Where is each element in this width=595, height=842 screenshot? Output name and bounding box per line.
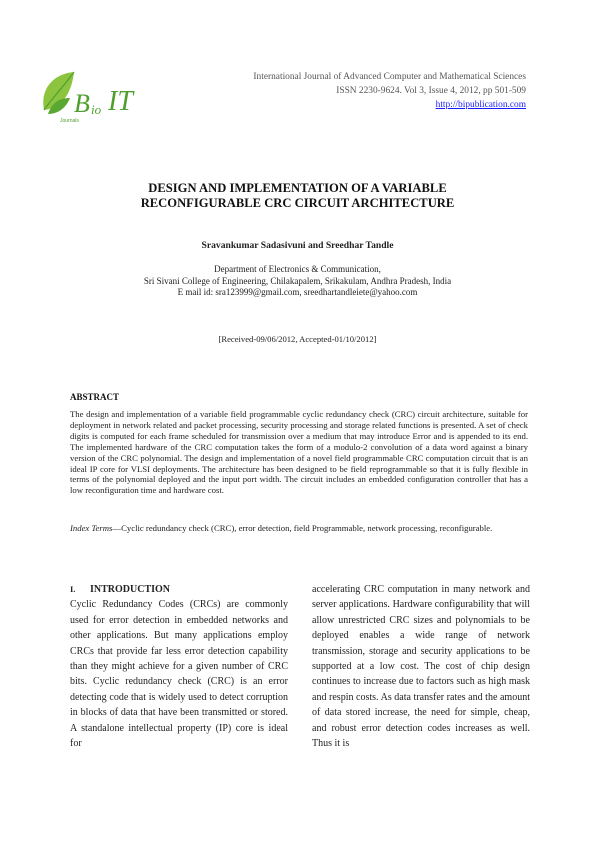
paper-title-line2: RECONFIGURABLE CRC CIRCUIT ARCHITECTURE: [140, 196, 455, 210]
affiliation-college: Sri Sivani College of Engineering, Chilakapalem, Srikakulam, Andhra Pradesh, India: [143, 275, 452, 286]
index-terms-label: Index Terms: [70, 523, 113, 533]
intro-paragraph-left: Cyclic Redundancy Codes (CRCs) are commonly used for error detection in embedded networks and other applications. But many applications employ CRCs that provide far less error detection capability than they might achieve for a given number of CRC bits. Cyclic redundancy check (CRC) is an error detecting code that is widely used to detect corruption in blocks of data that have been transmitted or stored. A standalone intellectual property (IP) core is ideal for: [70, 599, 288, 750]
body-column-left: [70, 582, 288, 751]
abstract-text: The design and implementation of a variable field programmable cyclic redundancy check (CRC) circuit architecture, suitable for deployment in network related and packet processing, security processing and storage related functions is presented. A set of check digits is computed for each frame scheduled for transmission over a medium that may introduce Error and is appended to its end. The implemented hardware of the CRC computation takes the form of a modulo-2 convolution of a data word against a binary version of the CRC polynomial. The design and implementation of a novel field programmable CRC computation circuit that is an ideal IP core for VLSI deployments. The architecture has been designed to be field reprogrammable so that it is fully flexible in terms of the polynomial deployed and the input port width. The circuit includes an embedded configuration controller that has a low reconfiguration time and hardware cost.: [70, 409, 528, 496]
affiliation: [60, 264, 535, 299]
svg-text:IT: IT: [108, 86, 133, 117]
journal-info: [186, 70, 526, 112]
intro-paragraph-right: accelerating CRC computation in many network and server applications. Hardware configurability that will allow unrestricted CRC sizes and polynomials to be deployed enables a wide range of network transmission, storage and security applications to be supported at a low cost. The cost of chip design continues to increase due to factors such as high mask and respin costs. As data transfer rates and the amount of data stored increase, the need for simple, cheap, and robust error detection codes increases as well. Thus it is: [312, 584, 530, 750]
index-terms: [70, 523, 528, 534]
issn-line: ISSN 2230-9624. Vol 3, Issue 4, 2012, pp 501-509: [336, 86, 526, 96]
affiliation-emails: E mail id: sra123999@gmail.com, sreedhartandleiete@yahoo.com: [177, 287, 418, 297]
journal-logo: [38, 68, 146, 128]
journal-url-link[interactable]: http://bipublication.com: [435, 100, 526, 110]
section-number: I.: [70, 584, 76, 594]
svg-text:B: B: [74, 89, 90, 118]
author-list: Sravankumar Sadasivuni and Sreedhar Tandle: [201, 240, 394, 251]
section-title: INTRODUCTION: [90, 584, 171, 595]
received-dates: [Received-09/06/2012, Accepted-01/10/2012]: [218, 334, 377, 344]
paper-title-line1: DESIGN AND IMPLEMENTATION OF A VARIABLE: [148, 181, 447, 195]
body-column-right: [312, 582, 530, 751]
section-heading-introduction: [70, 582, 288, 597]
affiliation-department: Department of Electronics & Communication,: [214, 264, 381, 274]
abstract-heading: ABSTRACT: [70, 392, 120, 402]
index-terms-text: —Cyclic redundancy check (CRC), error detection, field Programmable, network processing, reconfigurable.: [112, 523, 493, 533]
journal-name: International Journal of Advanced Computer and Mathematical Sciences: [253, 72, 526, 82]
leaf-logo-icon: [38, 68, 146, 128]
logo-sub-text: Journals: [60, 118, 79, 124]
svg-text:io: io: [91, 102, 102, 117]
